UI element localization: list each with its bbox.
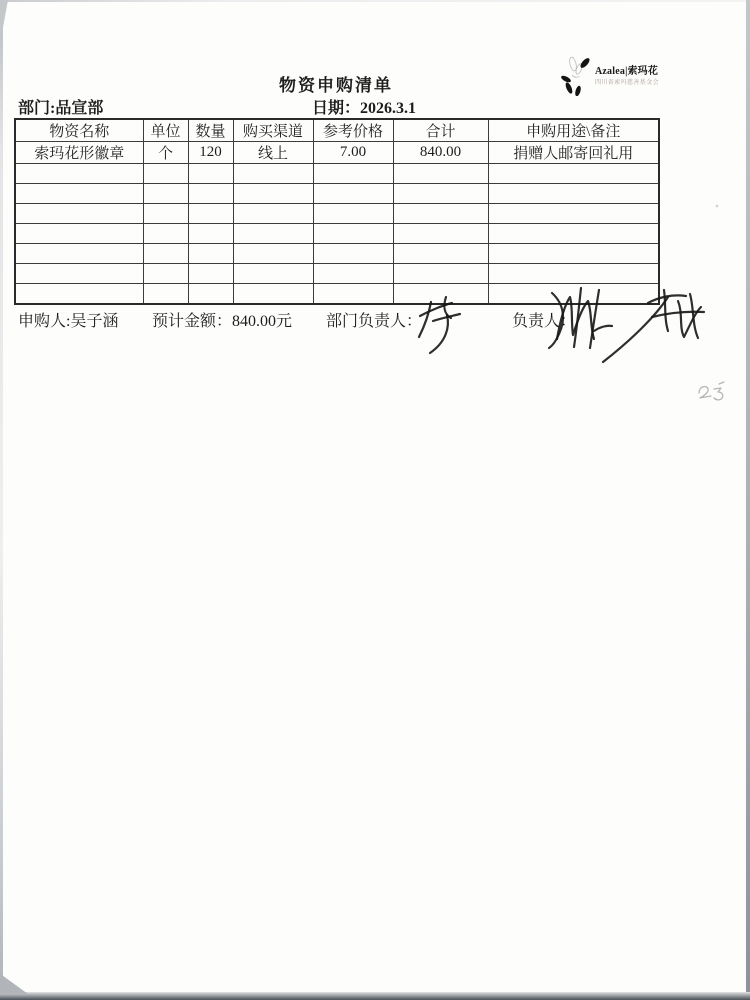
- empty-table-row: [15, 244, 659, 264]
- scan-corner-top-left: [0, 0, 8, 44]
- cell-quantity: 120: [188, 142, 233, 164]
- col-header-purchase-channel: 购买渠道: [233, 119, 313, 142]
- table-row: [15, 142, 659, 164]
- cell-total: 840.00: [393, 142, 488, 164]
- col-header-unit: 单位: [143, 119, 188, 142]
- dept-head-label: 部门负责人：: [326, 313, 423, 330]
- cell-item-name: 索玛花形徽章: [15, 142, 143, 164]
- margin-note-handwriting: [699, 205, 724, 400]
- empty-table-row: [15, 224, 659, 244]
- applicant-field: 申购人:吴子涵: [18, 313, 119, 330]
- empty-table-row: [15, 164, 659, 184]
- logo-brand-text: Azalea|索玛花: [595, 65, 659, 77]
- empty-table-row: [15, 184, 659, 204]
- scan-edge-left: [0, 0, 3, 1000]
- department-field: 部门:品宣部: [18, 100, 104, 117]
- page-title: 物资申购清单: [279, 76, 393, 95]
- cell-unit: 个: [143, 142, 188, 164]
- empty-table-row: [15, 204, 659, 224]
- col-header-reference-price: 参考价格: [313, 119, 393, 142]
- col-header-purpose-remarks: 申购用途\备注: [488, 119, 659, 142]
- col-header-item-name: 物资名称: [15, 119, 143, 142]
- estimated-amount-field: 预计金额：840.00元: [152, 313, 293, 330]
- scan-speck: [716, 205, 719, 208]
- empty-table-row: [15, 284, 659, 305]
- col-header-total: 合计: [393, 119, 488, 142]
- purchase-table: [14, 118, 660, 305]
- cell-purchase-channel: 线上: [233, 142, 313, 164]
- empty-table-row: [15, 264, 659, 284]
- table-header-row: [15, 119, 659, 142]
- col-header-quantity: 数量: [188, 119, 233, 142]
- cell-purpose-remarks: 捐赠人邮寄回礼用: [488, 142, 659, 164]
- scan-edge-bottom: [0, 992, 750, 1000]
- signing-line: [0, 308, 750, 330]
- scan-edge-right: [746, 0, 750, 1000]
- cell-reference-price: 7.00: [313, 142, 393, 164]
- scan-edge-top: [0, 0, 750, 2]
- scan-corner-bottom-left: [0, 970, 28, 994]
- logo-org-text: 四川省索玛慈善基金会: [595, 79, 660, 86]
- head-label: 负责人：: [512, 313, 577, 330]
- date-field: 日期：2026.3.1: [312, 100, 417, 117]
